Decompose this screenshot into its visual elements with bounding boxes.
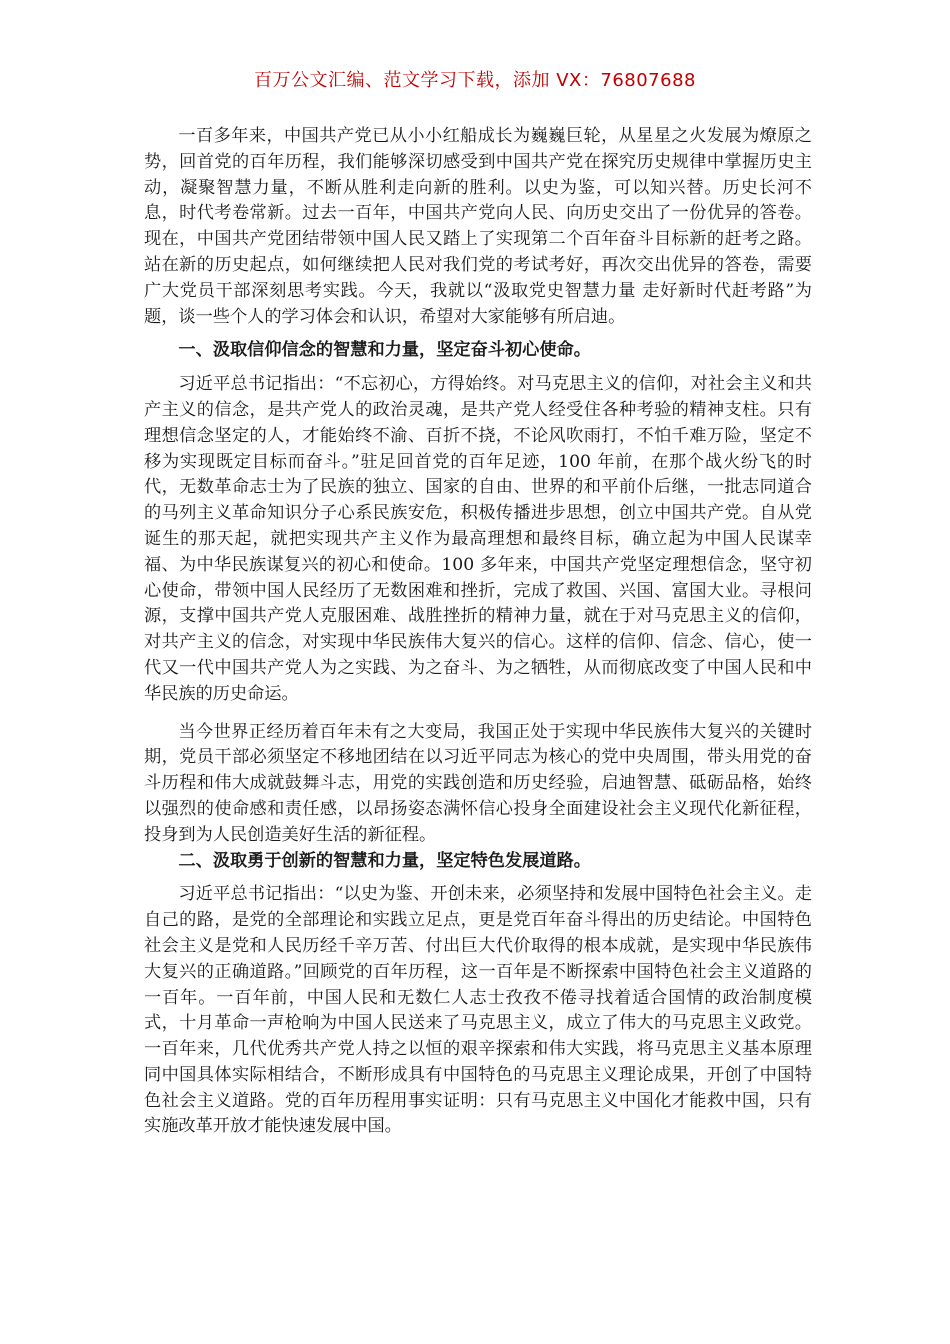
intro-paragraph: 一百多年来，中国共产党已从小小红船成长为巍巍巨轮，从星星之火发展为燎原之势，回首党的百年历程，我们能够深切感受到中国共产党在探究历史规律中掌握历史主动，凝聚智慧力量，不断从胜利走向新的胜利。以史为鉴，可以知兴替。历史长河不息，时代考卷常新。过去一百年，中国共产党向人民、向历史交出了一份优异的答卷。现在，中国共产党团结带领中国人民又踏上了实现第二个百年奋斗目标新的赶考之路。站在新的历史起点，如何继续把人民对我们党的考试考好，再次交出优异的答卷，需要广大党员干部深刻思考实践。今天，我就以“汲取党史智慧力量 走好新时代赶考路”为题，谈一些个人的学习体会和认识，希望对大家能够有所启迪。 <box>144 126 812 327</box>
section-1-paragraph-2: 当今世界正经历着百年未有之大变局，我国正处于实现中华民族伟大复兴的关键时期，党员干部必须坚定不移地团结在以习近平同志为核心的党中央周围，带头用党的奋斗历程和伟大成就鼓舞斗志，用党的实践创造和历史经验，启迪智慧、砥砺品格，始终以强烈的使命感和责任感，以昂扬姿态满怀信心投身全面建设社会主义现代化新征程，投身到为人民创造美好生活的新征程。 <box>144 721 812 845</box>
header-banner: 百万公文汇编、范文学习下载，添加 VX：76807688 <box>254 70 696 91</box>
section-1-heading: 一、汲取信仰信念的智慧和力量，坚定奋斗初心使命。 <box>178 340 591 361</box>
section-2-paragraph-1: 习近平总书记指出：“以史为鉴、开创未来，必须坚持和发展中国特色社会主义。走自己的路，是党的全部理论和实践立足点，更是党百年奋斗得出的历史结论。中国特色社会主义是党和人民历经千辛万苦、付出巨大代价取得的根本成就，是实现中华民族伟大复兴的正确道路。”回顾党的百年历程，这一百年是不断探索中国特色社会主义道路的一百年。一百年前，中国人民和无数仁人志士孜孜不倦寻找着适合国情的政治制度模式，十月革命一声枪响为中国人民送来了马克思主义，成立了伟大的马克思主义政党。一百年来，几代优秀共产党人持之以恒的艰辛探索和伟大实践，将马克思主义基本原理同中国具体实际相结合，不断形成具有中国特色的马克思主义理论成果，开创了中国特色社会主义道路。党的百年历程用事实证明：只有马克思主义中国化才能救中国，只有实施改革开放才能快速发展中国。 <box>144 884 812 1137</box>
section-2-heading: 二、汲取勇于创新的智慧和力量，坚定特色发展道路。 <box>178 850 591 871</box>
section-1-paragraph-1: 习近平总书记指出：“不忘初心，方得始终。对马克思主义的信仰，对社会主义和共产主义的信念，是共产党人的政治灵魂，是共产党人经受住各种考验的精神支柱。只有理想信念坚定的人，才能始终不渝、百折不挠，不论风吹雨打，不怕千难万险，坚定不移为实现既定目标而奋斗。”驻足回首党的百年足迹，100 年前，在那个战火纷飞的时代，无数革命志士为了民族的独立、国家的自由、世界的和平前仆后继，一批志同道合的马列主义革命知识分子心系民族安危，积极传播进步思想，创立中国共产党。自从党诞生的那天起，就把实现共产主义作为最高理想和最终目标，确立起为中国人民谋幸福、为中华民族谋复兴的初心和使命。100 多年来，中国共产党坚定理想信念，坚守初心使命，带领中国人民经历了无数困难和挫折，完成了救国、兴国、富国大业。寻根问源，支撑中国共产党人克服困难、战胜挫折的精神力量，就在于对马克思主义的信仰，对共产主义的信念，对实现中华民族伟大复兴的信心。这样的信仰、信念、信心，使一代又一代中国共产党人为之实践、为之奋斗、为之牺牲，从而彻底改变了中国人民和中华民族的历史命运。 <box>144 374 812 704</box>
document-body <box>144 124 812 1140</box>
